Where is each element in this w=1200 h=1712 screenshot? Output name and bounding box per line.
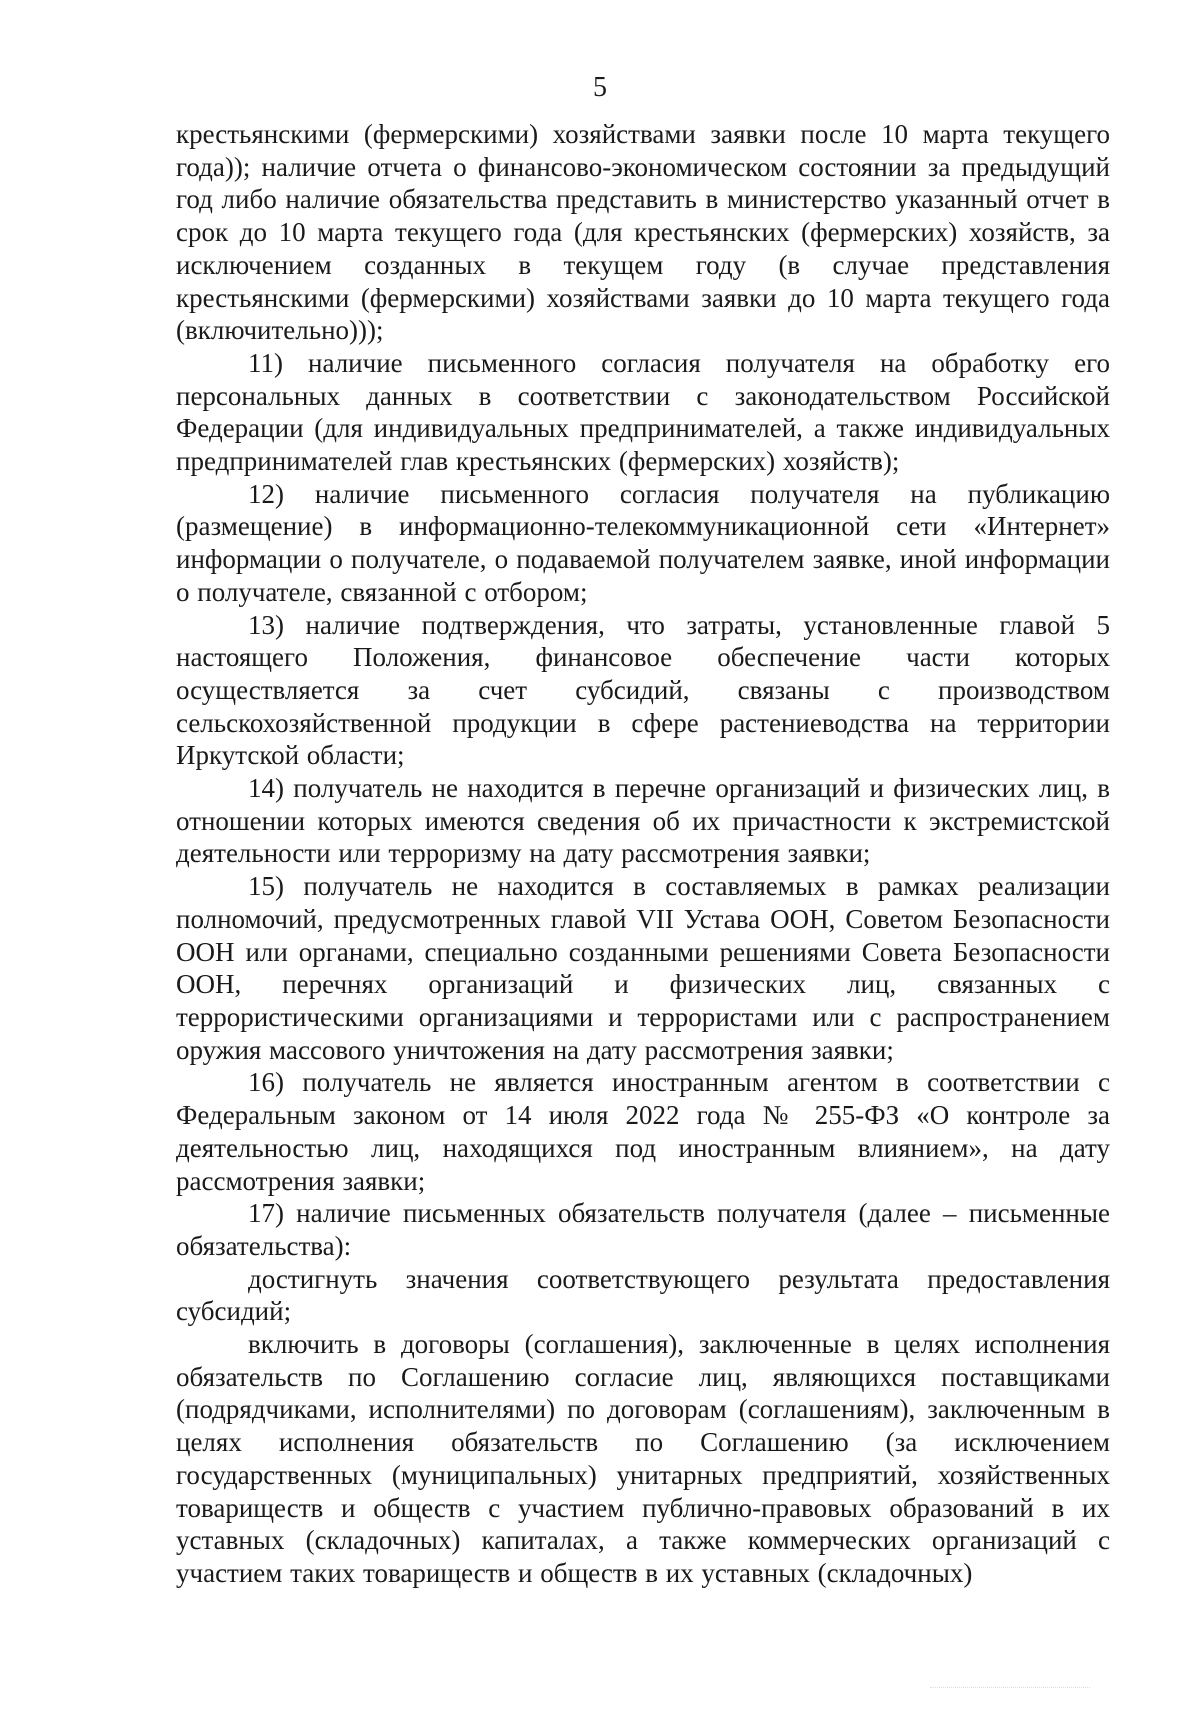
document-body (176, 118, 1110, 1590)
paragraph-item-16: 16) получатель не является иностранным агентом в соответствии с Федеральным законом от 14 июля 2022 года № 255-ФЗ «О контроле за деятельностью лиц, находящихся под иностранным влиянием», на дату рассмотрения заявки; (176, 1067, 1110, 1196)
paragraph-obligation-contracts: включить в договоры (соглашения), заключенные в целях исполнения обязательств по Соглашению согласие лиц, являющихся поставщиками (подрядчиками, исполнителями) по договорам (соглашениям), заключенным в целях исполнения обязательств по Соглашению (за исключением государственных (муниципальных) унитарных предприятий, хозяйственных товариществ и обществ с участием публично-правовых образований в их уставных (складочных) капиталах, а также коммерческих организаций с участием таких товариществ и обществ в их уставных (складочных) (176, 1329, 1110, 1588)
paragraph-obligation-result: достигнуть значения соответствующего результата предоставления субсидий; (176, 1263, 1110, 1327)
page-number: 5 (593, 72, 607, 103)
scan-artifact (930, 1687, 1090, 1694)
paragraph-item-11: 11) наличие письменного согласия получателя на обработку его персональных данных в соответствии с законодательством Российской Федерации (для индивидуальных предпринимателей, а также индивидуальных предпринимателей глав крестьянских (фермерских) хозяйств); (176, 347, 1110, 477)
paragraph-item-12: 12) наличие письменного согласия получателя на публикацию (размещение) в информационно-телекоммуникационной сети «Интернет» информации о получателе, о подаваемой получателем заявке, иной информации о получателе, связанной с отбором; (176, 478, 1110, 607)
paragraph-item-15: 15) получатель не находится в составляемых в рамках реализации полномочий, предусмотренных главой VII Устава ООН, Советом Безопасности ООН или органами, специально созданными решениями Совета Безопасности ООН, перечнях организаций и физических лиц, связанных с террористическими организациями и террористами или с распространением оружия массового уничтожения на дату рассмотрения заявки; (176, 871, 1110, 1065)
paragraph-item-14: 14) получатель не находится в перечне организаций и физических лиц, в отношении которых имеются сведения об их причастности к экстремистской деятельности или терроризму на дату рассмотрения заявки; (176, 773, 1110, 869)
paragraph-item-13: 13) наличие подтверждения, что затраты, установленные главой 5 настоящего Положения, финансовое обеспечение части которых осуществляется за счет субсидий, связаны с производством сельскохозяйственной продукции в сфере растениеводства на территории Иркутской области; (176, 609, 1110, 771)
paragraph-continuation: крестьянскими (фермерскими) хозяйствами заявки после 10 марта текущего года)); наличие отчета о финансово-экономическом состоянии за предыдущий год либо наличие обязательства представить в министерство указанный отчет в срок до 10 марта текущего года (для крестьянских (фермерских) хозяйств, за исключением созданных в текущем году (в случае представления крестьянскими (фермерскими) хозяйствами заявки до 10 марта текущего года (включительно))); (176, 119, 1110, 346)
paragraph-item-17: 17) наличие письменных обязательств получателя (далее – письменные обязательства): (176, 1198, 1110, 1261)
